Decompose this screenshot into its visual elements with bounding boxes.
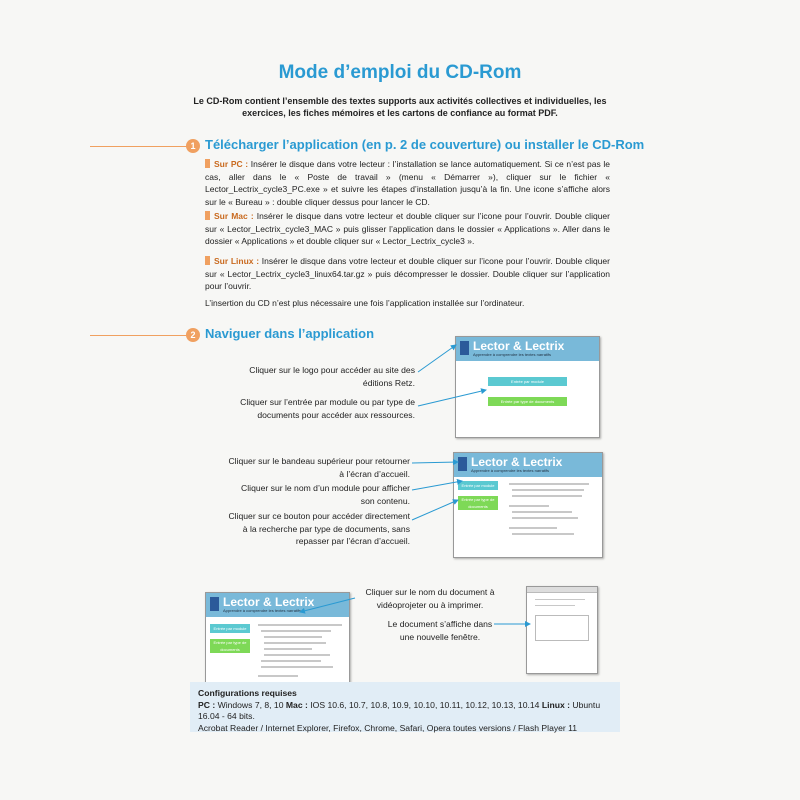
mac-label: Mac : [285, 699, 308, 710]
section-title: Naviguer dans l’application [205, 326, 375, 341]
arrow-icon [418, 345, 456, 372]
caption-logo: Cliquer sur le logo pour accéder au site des éditions Retz. [249, 365, 415, 388]
app-title: Lector & Lectrix [223, 595, 315, 609]
app-subtitle: Apprendre à comprendre les textes narratifs [473, 352, 552, 357]
caption-doc: Cliquer sur le nom du document à vidéoprojeter ou à imprimer. [365, 587, 495, 610]
entry-type-button[interactable]: Entrée par type de documents [458, 496, 498, 510]
section-title: Télécharger l’application (en p. 2 de couverture) ou installer le CD-Rom [205, 137, 645, 152]
entry-module-button[interactable]: Entrée par module [458, 481, 498, 490]
linux-label: Linux : [541, 699, 570, 710]
mac-lead: Sur Mac : [214, 211, 254, 221]
config-systems [198, 700, 612, 723]
arrow-icon [412, 500, 458, 520]
pc-label: PC : [198, 699, 216, 710]
config-software: Acrobat Reader / Internet Explorer, Firefox, Chrome, Safari, Opera toutes versions / Flash Player 11 [198, 722, 578, 733]
app-title: Lector & Lectrix [471, 455, 563, 469]
config-box [190, 682, 620, 732]
arrow-icon [300, 598, 355, 612]
install-note: L’insertion du CD n’est plus nécessaire une fois l’application installée sur l’ordinateur. [205, 298, 525, 308]
section-number: 1 [186, 139, 200, 153]
app-subtitle: Apprendre à comprendre les textes narratifs [471, 468, 550, 473]
entry-type-button[interactable]: Entrée par type de documents [488, 397, 567, 406]
caption-button: Cliquer sur ce bouton pour accéder directement à la recherche par type de documents, sans repasser par l’écran d’accueil. [228, 511, 410, 546]
app-subtitle: Apprendre à comprendre les textes narratifs [223, 608, 302, 613]
intro-text: Le CD-Rom contient l’ensemble des textes supports aux activités collectives et individuelles, les exercices, les fiches mémoires et les cartons de confiance au format PDF. [193, 96, 607, 118]
entry-module-button[interactable]: Entrée par module [488, 377, 567, 386]
arrow-icon [418, 390, 486, 406]
pc-text: Insérer le disque dans votre lecteur : l’installation se lance automatiquement. Si ce n’est pas le cas, aller dans le « Poste de travail » (menu « Démarrer »), cliquer sur le fichier « Lector_Lectrix_cycle3_PC.exe » et suivre les étapes d’installation jusqu’à la fin. Une icone s’affiche alors sur le « Bureau » : double cliquer dessus pour lancer le CD. [205, 159, 610, 207]
entry-type-button[interactable]: Entrée par type de documents [210, 639, 250, 653]
page-title: Mode d’emploi du CD-Rom [278, 62, 522, 83]
caption-entry: Cliquer sur l’entrée par module ou par type de documents pour accéder aux ressources. [240, 397, 415, 420]
section-number: 2 [186, 328, 200, 342]
entry-module-button[interactable]: Entrée par module [210, 624, 250, 633]
caption-window: Le document s’affiche dans une nouvelle fenêtre. [387, 619, 493, 642]
linux-config: Ubuntu 16.04 - 64 bits. [198, 699, 601, 721]
arrow-icon [412, 481, 462, 490]
linux-text: Insérer le disque dans votre lecteur et double cliquer sur l’icone pour l’ouvrir. Double cliquer sur « Lector_Lectrix_cycle3_linux64.tar.gz » puis décompresser le dossier. Double cliquer sur l’application pour l’ouvrir. [205, 256, 610, 291]
pc-lead: Sur PC : [214, 159, 249, 169]
linux-lead: Sur Linux : [214, 256, 260, 266]
app-title: Lector & Lectrix [473, 339, 565, 353]
pc-config: Windows 7, 8, 10 [217, 699, 284, 710]
arrow-icon [412, 462, 458, 463]
caption-banner: Cliquer sur le bandeau supérieur pour retourner à l’écran d’accueil. [228, 456, 410, 479]
mac-config: IOS 10.6, 10.7, 10.8, 10.9, 10.10, 10.11, 10.12, 10.13, 10.14 [310, 699, 540, 710]
caption-module: Cliquer sur le nom d’un module pour afficher son contenu. [241, 483, 410, 506]
config-heading: Configurations requises [198, 688, 297, 698]
mac-text: Insérer le disque dans votre lecteur et double cliquer sur l’icone pour l’ouvrir. Double cliquer sur « Lector_Lectrix_cycle3_MAC » puis glisser l’application dans le dossier « Applications ». Aller dans le dossier « Applications » et double cliquer sur « Lector_Lectrix_cycle3 ». [205, 211, 610, 246]
